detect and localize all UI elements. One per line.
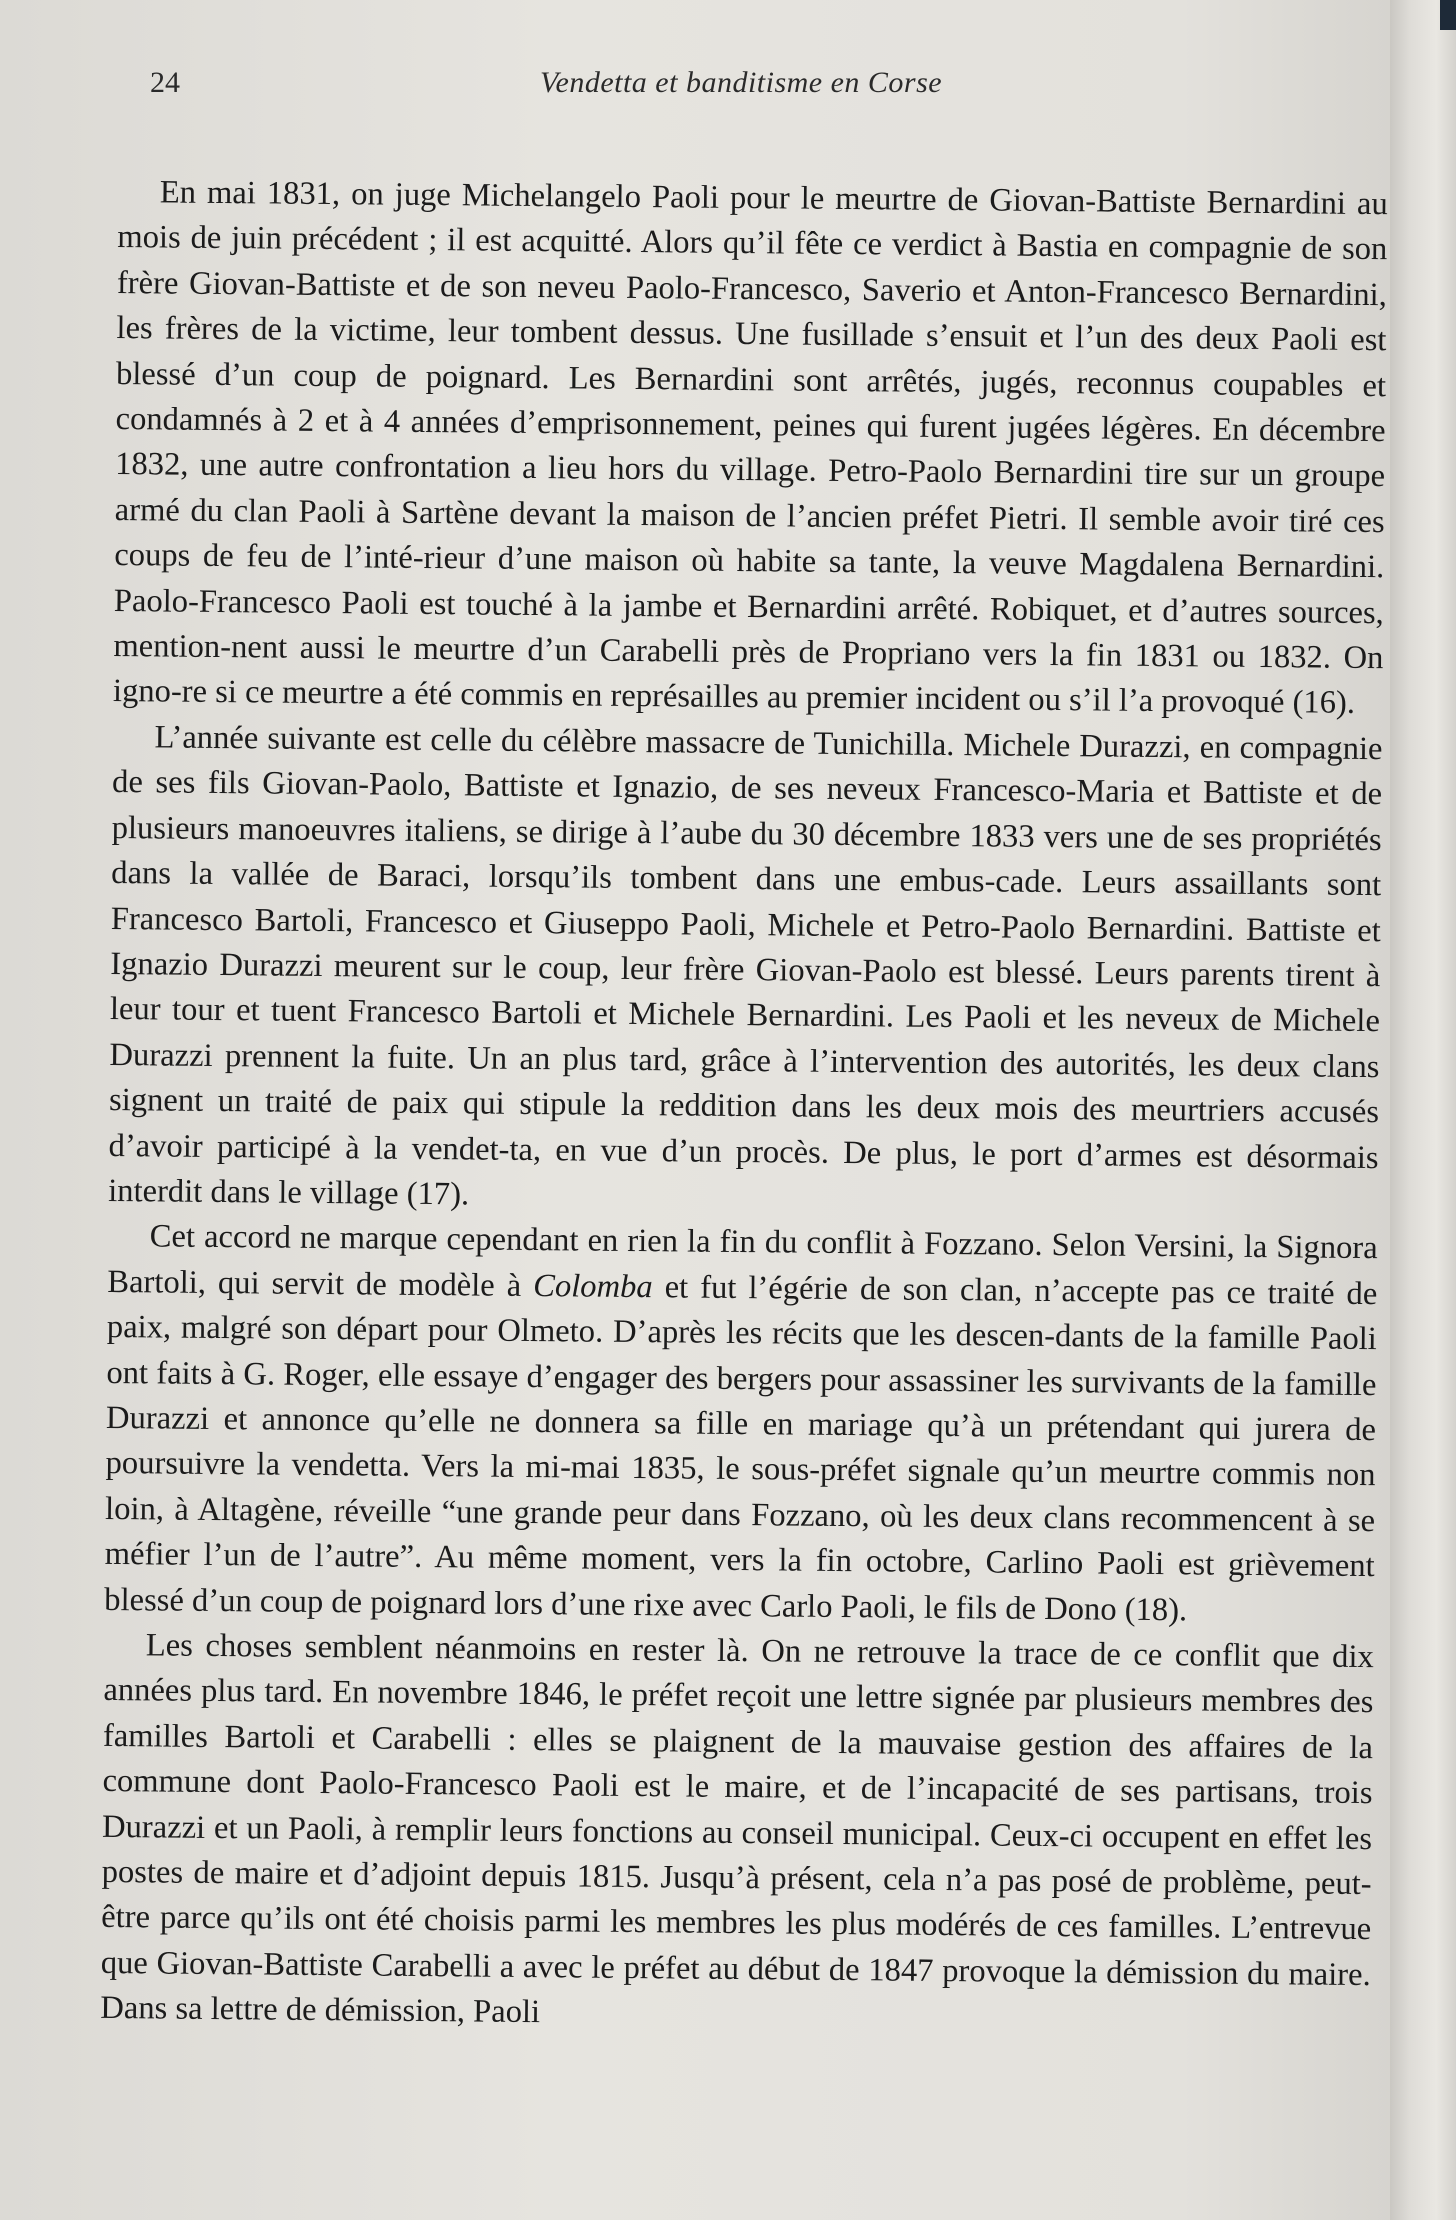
paragraph: L’année suivante est celle du célèbre massacre de Tunichilla. Michele Durazzi, en compagnie de ses fils Giovan-Paolo, Battiste et Ignazio, de ses neveux Francesco-Maria et Battiste et de plusieurs manoeuvres italiens, se dirige à l’aube du 30 décembre 1833 vers une de ses propriétés dans la vallée de Baraci, lorsqu’ils tombent dans une embus-cade. Leurs assaillants sont Francesco Bartoli, Francesco et Giuseppo Paoli, Michele et Petro-Paolo Bernardini. Battiste et Ignazio Durazzi meurent sur le coup, leur frère Giovan-Paolo est blessé. Leurs parents tirent à leur tour et tuent Francesco Bartoli et Michele Bernardini. Les Paoli et les neveux de Michele Durazzi prennent la fuite. Un an plus tard, grâce à l’intervention des autorités, les deux clans signent un traité de paix qui stipule la reddition dans les deux mois des meurtriers accusés d’avoir participé à la vendet-ta, en vue d’un procès. De plus, le port d’armes est désormais interdit dans le village (17). [108, 719, 1383, 1213]
paragraph: En mai 1831, on juge Michelangelo Paoli pour le meurtre de Giovan-Battiste Bernardini au mois de juin précédent ; il est acquitté. Alors qu’il fête ce verdict à Bastia en compagnie de son frère Giovan-Battiste et de son neveu Paolo-Francesco, Saverio et Anton-Francesco Bernardini, les frères de la victime, leur tombent dessus. Une fusillade s’ensuit et l’un des deux Paoli est blessé d’un coup de poignard. Les Bernardini sont arrêtés, jugés, reconnus coupables et condamnés à 2 et à 4 années d’emprisonnement, peines qui furent jugées légères. En décembre 1832, une autre confrontation a lieu hors du village. Petro-Paolo Bernardini tire sur un groupe armé du clan Paoli à Sartène devant la maison de l’ancien préfet Pietri. Il semble avoir tiré ces coups de feu de l’inté-rieur d’une maison où habite sa tante, la veuve Magdalena Bernardini. Paolo-Francesco Paoli est touché à la jambe et Bernardini arrêté. Robiquet, et d’autres sources, mention-nent aussi le meurtre d’un Carabelli près de Propriano vers la fin 1831 ou 1832. On igno-re si ce meurtre a été commis en représailles au premier incident ou s’il l’a provoqué (16). [112, 174, 1388, 722]
paragraph: Cet accord ne marque cependant en rien la fin du conflit à Fozzano. Selon Versini, la Signora Bartoli, qui servit de modèle à Colomba et fut l’égérie de son clan, n’accepte pas ce traité de paix, malgré son départ pour Olmeto. D’après les récits que les descen-dants de la famille Paoli ont faits à G. Roger, elle essaye d’engager des bergers pour assassiner les survivants de la famille Durazzi et annonce qu’elle ne donnera sa fille en mariage qu’à un prétendant qui jurera de poursuivre la vendetta. Vers la mi-mai 1835, le sous-préfet signale qu’un meurtre commis non loin, à Altagène, réveille “une grande peur dans Fozzano, où les deux clans recommencent à se méfier l’un de l’autre”. Au même moment, vers la fin octobre, Carlino Paoli est grièvement blessé d’un coup de poignard lors d’une rixe avec Carlo Paoli, le fils de Dono (18). [104, 1218, 1378, 1628]
body-text [98, 170, 1388, 2220]
running-title: Vendetta et banditisme en Corse [540, 66, 943, 99]
background-corner [1440, 0, 1456, 30]
page-number: 24 [150, 66, 180, 99]
page-edge [1390, 0, 1456, 2220]
page-header [150, 66, 1380, 112]
paragraph: Les choses semblent néanmoins en rester là. On ne retrouve la trace de ce conflit que dix années plus tard. En novembre 1846, le préfet reçoit une lettre signée par plusieurs membres des familles Bartoli et Carabelli : elles se plaignent de la mauvaise gestion des affaires de la commune dont Paolo-Francesco Paoli est le maire, et de l’incapacité de ses partisans, trois Durazzi et un Paoli, à remplir leurs fonctions au conseil municipal. Ceux-ci occupent en effet les postes de maire et d’adjoint depuis 1815. Jusqu’à présent, cela n’a pas posé de problème, peut-être parce qu’ils ont été choisis parmi les membres les plus modérés de ces familles. L’entrevue que Giovan-Battiste Carabelli a avec le préfet au début de 1847 provoque la démission du maire. Dans sa lettre de démission, Paoli [100, 1627, 1374, 2031]
book-title-colomba: Colomba [533, 1267, 653, 1305]
